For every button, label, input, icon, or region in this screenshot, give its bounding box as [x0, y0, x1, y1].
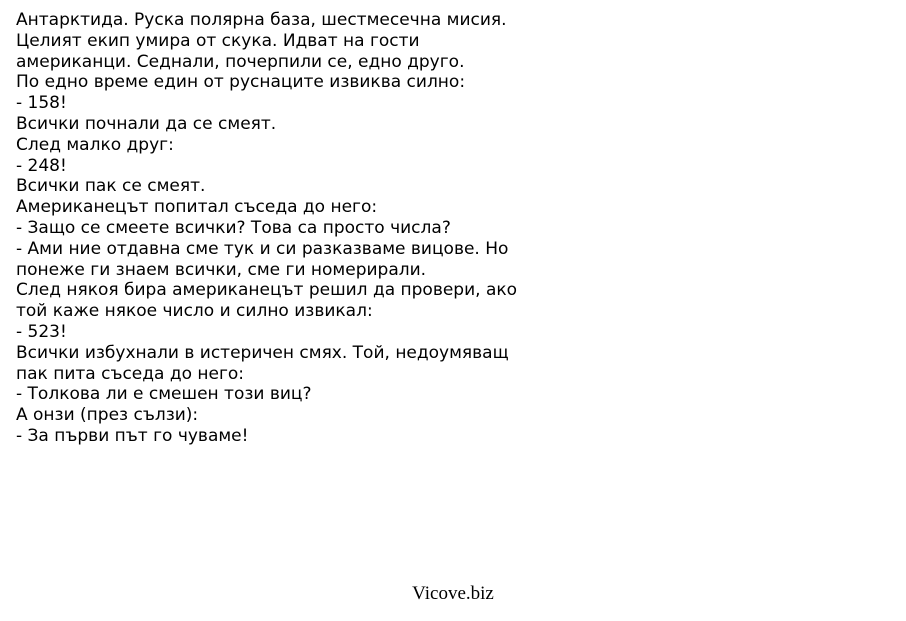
joke-line: След малко друг:	[16, 134, 174, 155]
joke-line: - За първи път го чуваме!	[16, 425, 249, 446]
joke-line: След някоя бира американецът решил да провери, ако	[16, 280, 518, 301]
joke-line: - 158!	[16, 93, 67, 114]
joke-line: Всички почнали да се смеят.	[16, 113, 277, 134]
joke-line: американци. Седнали, почерпили се, едно друго.	[16, 51, 465, 72]
joke-line: Антарктида. Руска полярна база, шестмесечна мисия.	[16, 10, 507, 30]
joke-text	[16, 10, 896, 447]
site-footer: Vicove.biz	[412, 583, 494, 604]
joke-line: - 248!	[16, 155, 67, 176]
joke-line: - Защо се смеете всички? Това са просто числа?	[16, 217, 451, 238]
joke-line: А онзи (през сълзи):	[16, 405, 199, 426]
joke-line: - Толкова ли е смешен този виц?	[16, 384, 312, 405]
joke-line: той каже някое число и силно извикал:	[16, 301, 373, 322]
joke-line: Всички избухнали в истеричен смях. Той, недоумяващ	[16, 342, 509, 363]
joke-line: Американецът попитал съседа до него:	[16, 197, 378, 218]
joke-line: - Ами ние отдавна сме тук и си разказваме вицове. Но	[16, 238, 509, 259]
joke-line: понеже ги знаем всички, сме ги номерирали.	[16, 259, 427, 280]
joke-line: пак пита съседа до него:	[16, 363, 245, 384]
joke-line: Целият екип умира от скука. Идват на гости	[16, 30, 420, 51]
joke-line: - 523!	[16, 321, 67, 342]
joke-line: По едно време един от руснаците извиква силно:	[16, 72, 466, 93]
joke-line: Всички пак се смеят.	[16, 176, 206, 197]
